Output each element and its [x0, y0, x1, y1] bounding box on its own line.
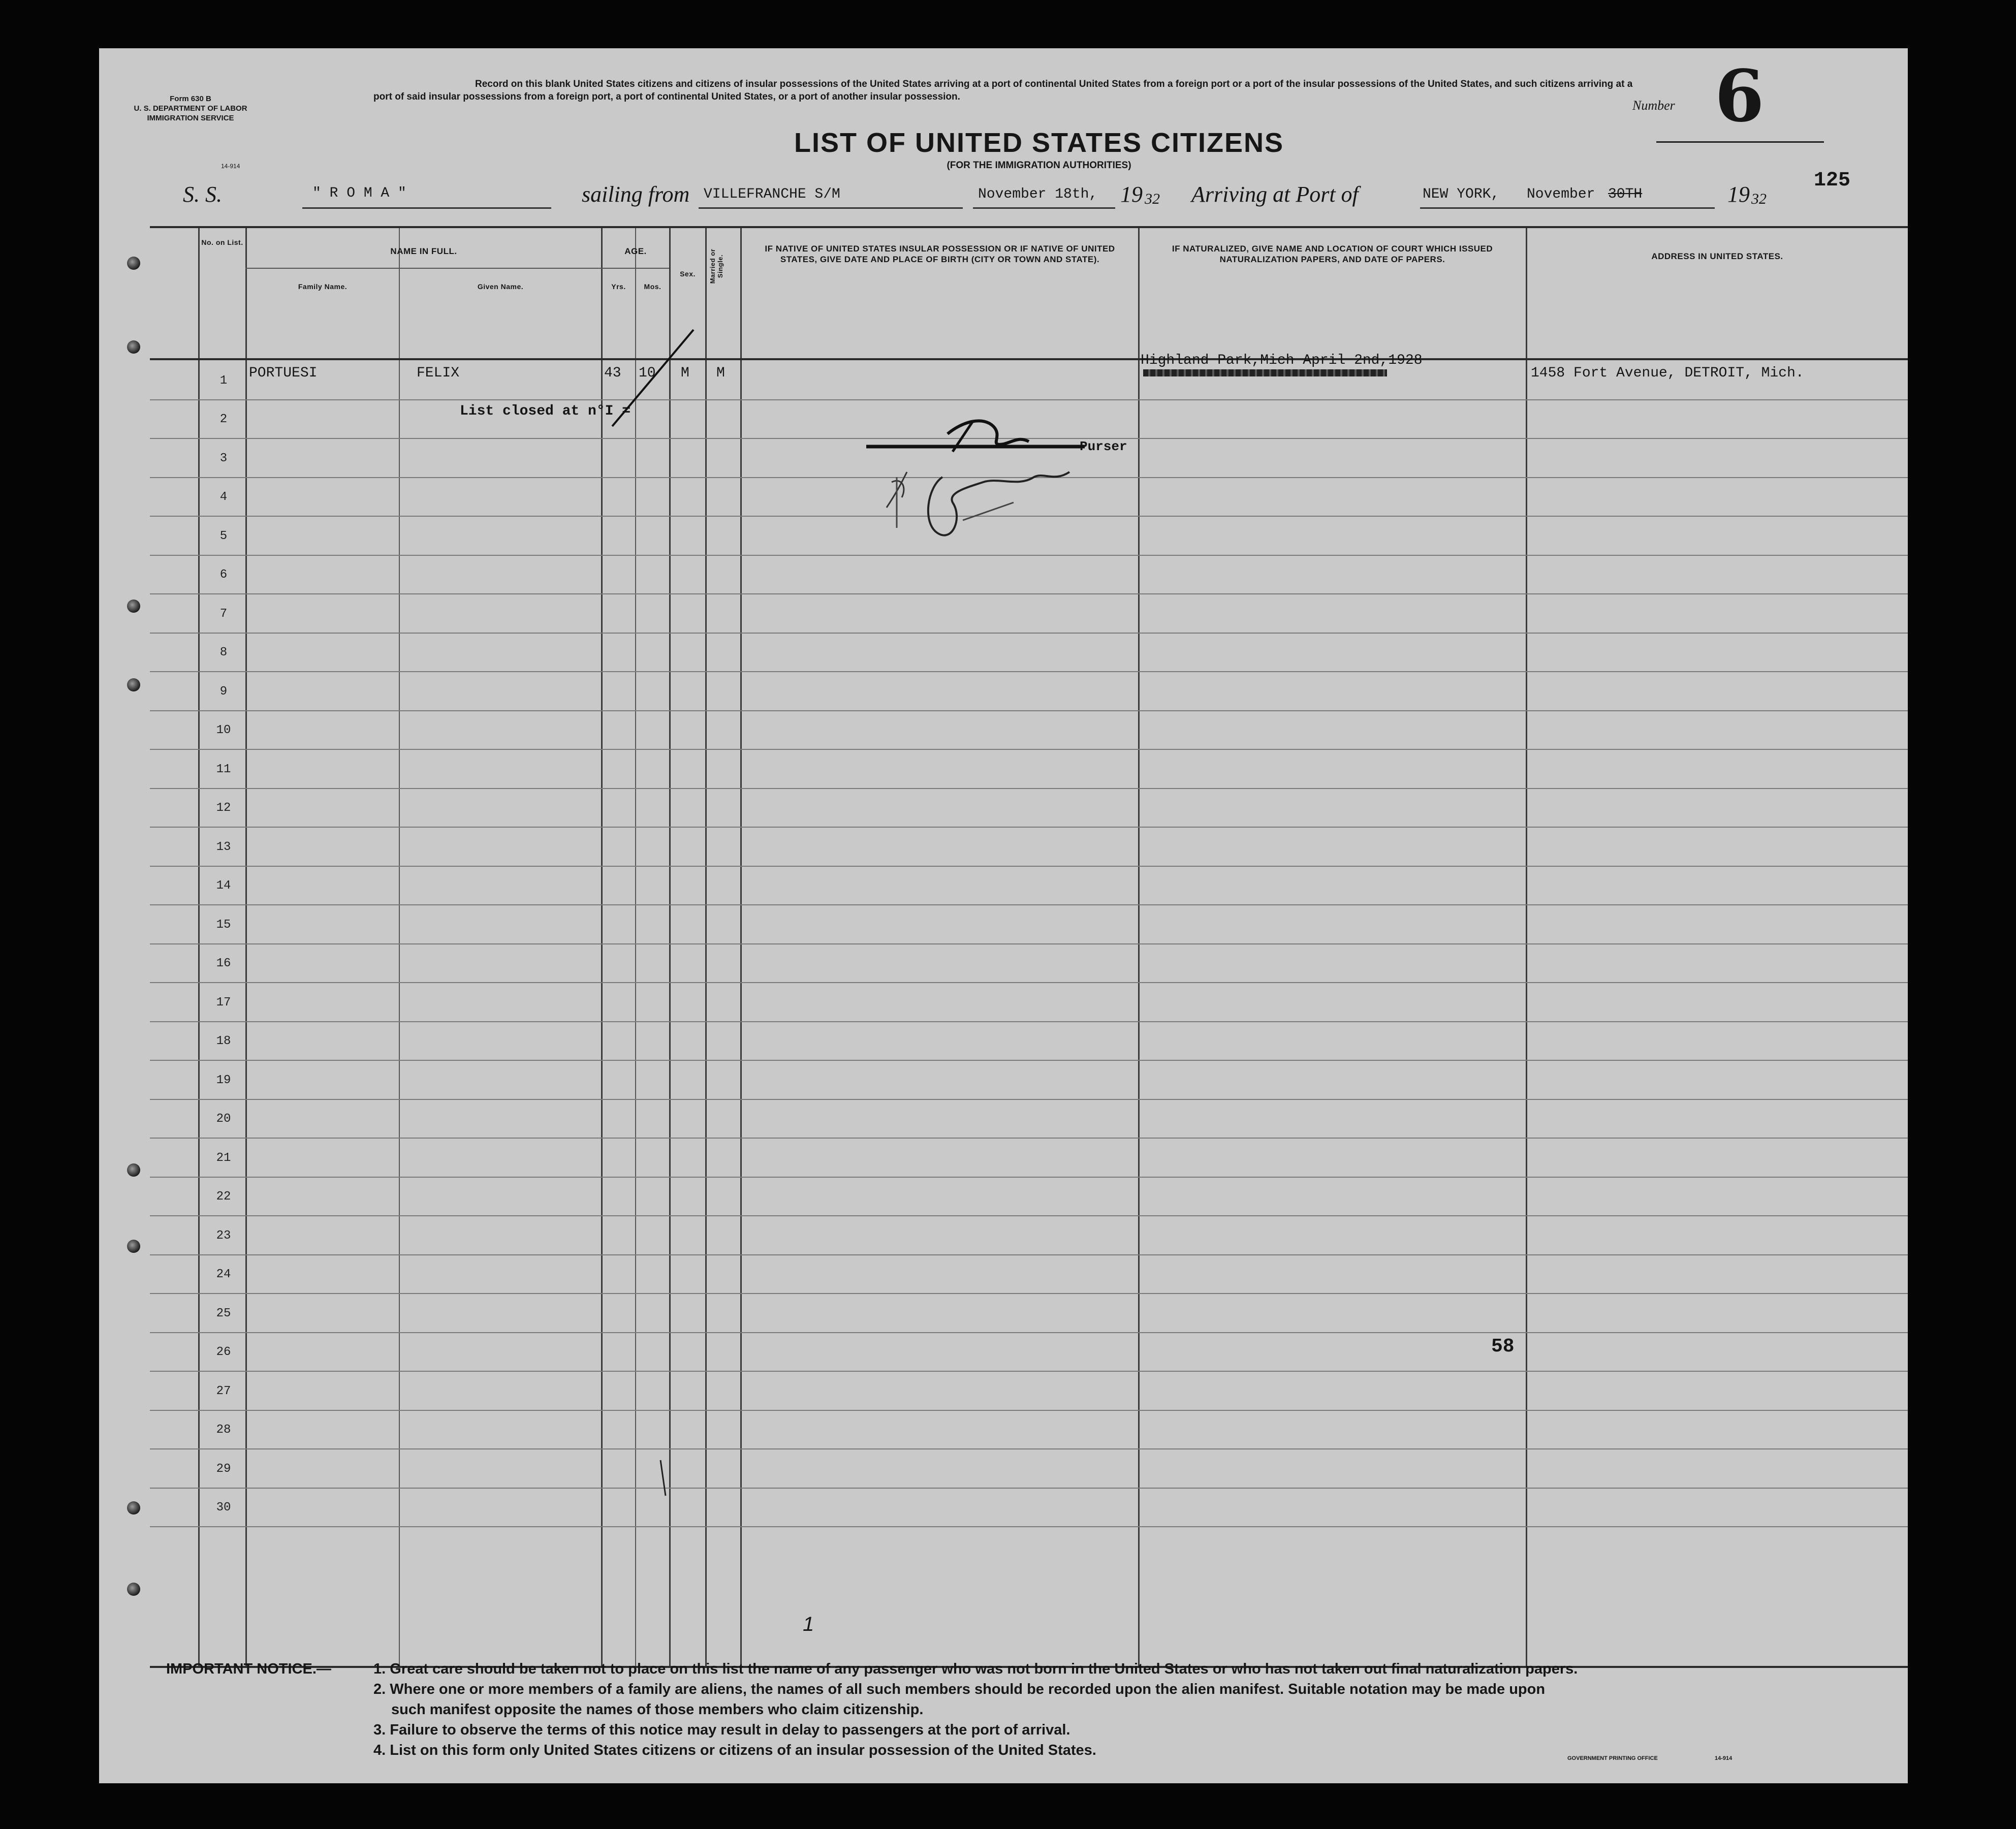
list-closed-note: List closed at n°I =	[460, 403, 631, 419]
row-line	[150, 1410, 1908, 1411]
row-line	[150, 904, 1908, 905]
entry-naturalization: Highland Park,Mich April 2nd,1928	[1141, 353, 1423, 368]
entry-family-name: PORTUESI	[249, 365, 318, 381]
row-line	[150, 1332, 1908, 1333]
row-line	[150, 1526, 1908, 1527]
binder-hole	[127, 1583, 140, 1596]
notice-item: such manifest opposite the names of those members who claim citizenship.	[391, 1701, 924, 1718]
row-line	[150, 1177, 1908, 1178]
row-number: 23	[216, 1228, 231, 1243]
header-native: IF NATIVE OF UNITED STATES INSULAR POSSESSION OR IF NATIVE OF UNITED STATES, GIVE DATE AND PLACE OF BIRTH (CITY OR TOWN AND STATE).	[765, 244, 1115, 264]
row-line	[150, 1138, 1908, 1139]
header-age-mos: Mos.	[644, 282, 662, 291]
row-line	[150, 1021, 1908, 1022]
notice-item: 1. Great care should be taken not to place on this list the name of any passenger who was not born in the United States or who has not taken out final naturalization papers.	[373, 1661, 1578, 1677]
arrival-year: 32	[1751, 191, 1767, 207]
row-line	[150, 1371, 1908, 1372]
date-underline	[973, 207, 1115, 209]
form-number: Form 630 B	[170, 94, 211, 103]
notice-item: 3. Failure to observe the terms of this notice may result in delay to passengers at the port of arrival.	[373, 1722, 1070, 1738]
row-number: 13	[216, 840, 231, 854]
inspector-underline	[963, 502, 1014, 520]
department: U. S. DEPARTMENT OF LABOR	[134, 104, 247, 113]
row-number: 4	[219, 490, 228, 504]
col-divider	[198, 228, 200, 1666]
header-naturalized: IF NATURALIZED, GIVE NAME AND LOCATION OF COURT WHICH ISSUED NATURALIZATION PAPERS, AND DATE OF PAPERS.	[1172, 244, 1493, 264]
row-line	[150, 1060, 1908, 1061]
instructions: Record on this blank United States citizens and citizens of insular possessions of the United States arriving at a port of continental United States from a foreign port or a port of the insular possessions of the United States, and such citizens arriving at a port of said insular possessions from a foreign port, a port of continental United States, or a port of another insular possession.	[373, 79, 1633, 102]
row-number: 16	[216, 957, 231, 970]
row-number: 25	[216, 1306, 231, 1320]
row-line	[150, 671, 1908, 672]
row-line	[150, 1099, 1908, 1100]
row-number: 14	[216, 879, 231, 893]
list-number: 6	[1715, 55, 1765, 138]
row-number: 8	[219, 646, 228, 659]
notice-item: 2. Where one or more members of a family are aliens, the names of all such members should be recorded upon the alien manifest. Suitable notation may be made upon	[373, 1681, 1546, 1697]
header-age: AGE.	[624, 246, 647, 256]
page-number: 125	[1814, 169, 1851, 192]
row-number: 12	[216, 801, 231, 815]
form-id-block	[130, 94, 251, 123]
row-line	[150, 866, 1908, 867]
row-number: 17	[216, 995, 231, 1010]
row-line	[150, 1488, 1908, 1489]
header-name-in-full: NAME IN FULL.	[390, 246, 457, 256]
notice-list	[373, 1659, 1847, 1760]
binder-hole	[127, 340, 140, 354]
binder-hole	[127, 1163, 140, 1177]
row-number: 10	[216, 723, 231, 737]
entry-given-name: FELIX	[417, 365, 460, 381]
ship-underline	[302, 207, 551, 209]
arrival-year-prefix: 19	[1727, 182, 1750, 207]
row-number: 26	[216, 1345, 231, 1359]
row-line	[150, 1448, 1908, 1449]
row-line	[150, 1254, 1908, 1255]
row-line	[150, 788, 1908, 789]
binder-hole	[127, 1240, 140, 1253]
header-given-name: Given Name.	[477, 282, 524, 291]
row-number: 15	[216, 918, 231, 932]
row-number: 18	[216, 1034, 231, 1048]
binder-hole	[127, 600, 140, 613]
handwritten-marks	[597, 320, 1105, 553]
number-label: Number	[1632, 98, 1675, 113]
arriving-label: Arriving at Port of	[1191, 182, 1359, 207]
col-divider	[1138, 228, 1140, 1666]
departure-year-prefix: 19	[1120, 182, 1143, 207]
row-number: 24	[216, 1268, 231, 1281]
number-underline	[1656, 141, 1824, 143]
ship-name: " R O M A "	[312, 185, 406, 201]
departure-date: November 18th,	[978, 186, 1098, 202]
entry-age-mos: 10	[639, 365, 656, 381]
row-line	[150, 633, 1908, 634]
row-number: 3	[219, 451, 228, 465]
header-age-yrs: Yrs.	[611, 282, 626, 291]
row-number: 19	[216, 1073, 231, 1087]
arrival-day: 30TH	[1608, 186, 1643, 202]
struck-out-text	[1143, 369, 1387, 376]
row-number: 27	[216, 1384, 231, 1398]
printer-credit: GOVERNMENT PRINTING OFFICE	[1567, 1755, 1658, 1761]
row-number: 5	[219, 529, 228, 543]
arrive-underline	[1420, 207, 1715, 209]
row-line	[150, 1293, 1908, 1294]
row-number: 1	[219, 373, 228, 388]
footer-mark: 1	[803, 1613, 814, 1635]
row-line	[150, 593, 1908, 594]
binder-hole	[127, 257, 140, 270]
manifest-table	[150, 226, 1908, 1668]
row-line	[150, 555, 1908, 556]
header-sex: Sex.	[680, 270, 696, 278]
row-line	[150, 982, 1908, 983]
entry-address: 1458 Fort Avenue, DETROIT, Mich.	[1531, 365, 1804, 381]
row-line	[150, 827, 1908, 828]
inspector-signature	[928, 472, 1069, 535]
ss-label: S. S.	[183, 182, 222, 207]
row-line	[150, 749, 1908, 750]
page-subtitle: (FOR THE IMMIGRATION AUTHORITIES)	[947, 160, 1131, 171]
row-number: 11	[216, 762, 231, 776]
binder-hole	[127, 678, 140, 691]
binder-hole	[127, 1501, 140, 1515]
entry-sex: M	[681, 365, 689, 381]
row-number: 30	[216, 1501, 231, 1515]
row-number: 20	[216, 1112, 231, 1126]
stamp-number: 58	[1491, 1336, 1515, 1358]
departure-port: VILLEFRANCHE S/M	[704, 186, 840, 202]
arrival-port: NEW YORK,	[1423, 186, 1500, 202]
header-married-single: Married or Single.	[709, 248, 724, 284]
col-divider	[399, 228, 400, 1666]
row-number: 9	[219, 684, 228, 699]
header-address: ADDRESS IN UNITED STATES.	[1651, 251, 1783, 261]
form-code: 14-914	[221, 163, 240, 170]
header-no-on-list: No. on List.	[201, 238, 243, 246]
col-divider	[1526, 228, 1527, 1666]
row-line	[150, 710, 1908, 711]
row-number: 28	[216, 1423, 231, 1437]
row-number: 29	[216, 1462, 231, 1476]
check-stroke	[612, 330, 694, 426]
row-number: 7	[219, 607, 228, 621]
departure-year: 32	[1145, 191, 1160, 207]
entry-marital: M	[716, 365, 725, 381]
row-number: 6	[219, 568, 228, 582]
header-subline	[245, 268, 669, 269]
row-line	[150, 1215, 1908, 1216]
row-line	[150, 943, 1908, 944]
notice-item: 4. List on this form only United States citizens or citizens of an insular possession of the United States.	[373, 1742, 1096, 1758]
row-number: 21	[216, 1151, 231, 1165]
purser-label: Purser	[1080, 439, 1127, 454]
header-family-name: Family Name.	[298, 282, 348, 291]
pencil-tick	[658, 1458, 668, 1498]
col-divider	[245, 228, 247, 1666]
sailing-label: sailing from	[582, 182, 690, 207]
entry-age-yrs: 43	[604, 365, 621, 381]
manifest-sheet	[99, 48, 1908, 1783]
row-number: 2	[219, 413, 228, 426]
notice-heading: IMPORTANT NOTICE.—	[166, 1661, 331, 1677]
service: IMMIGRATION SERVICE	[147, 114, 234, 122]
from-underline	[699, 207, 963, 209]
arrival-month: November	[1527, 186, 1595, 202]
page-title: LIST OF UNITED STATES CITIZENS	[794, 128, 1284, 158]
printer-code: 14-914	[1715, 1755, 1732, 1761]
row-number: 22	[216, 1190, 231, 1204]
